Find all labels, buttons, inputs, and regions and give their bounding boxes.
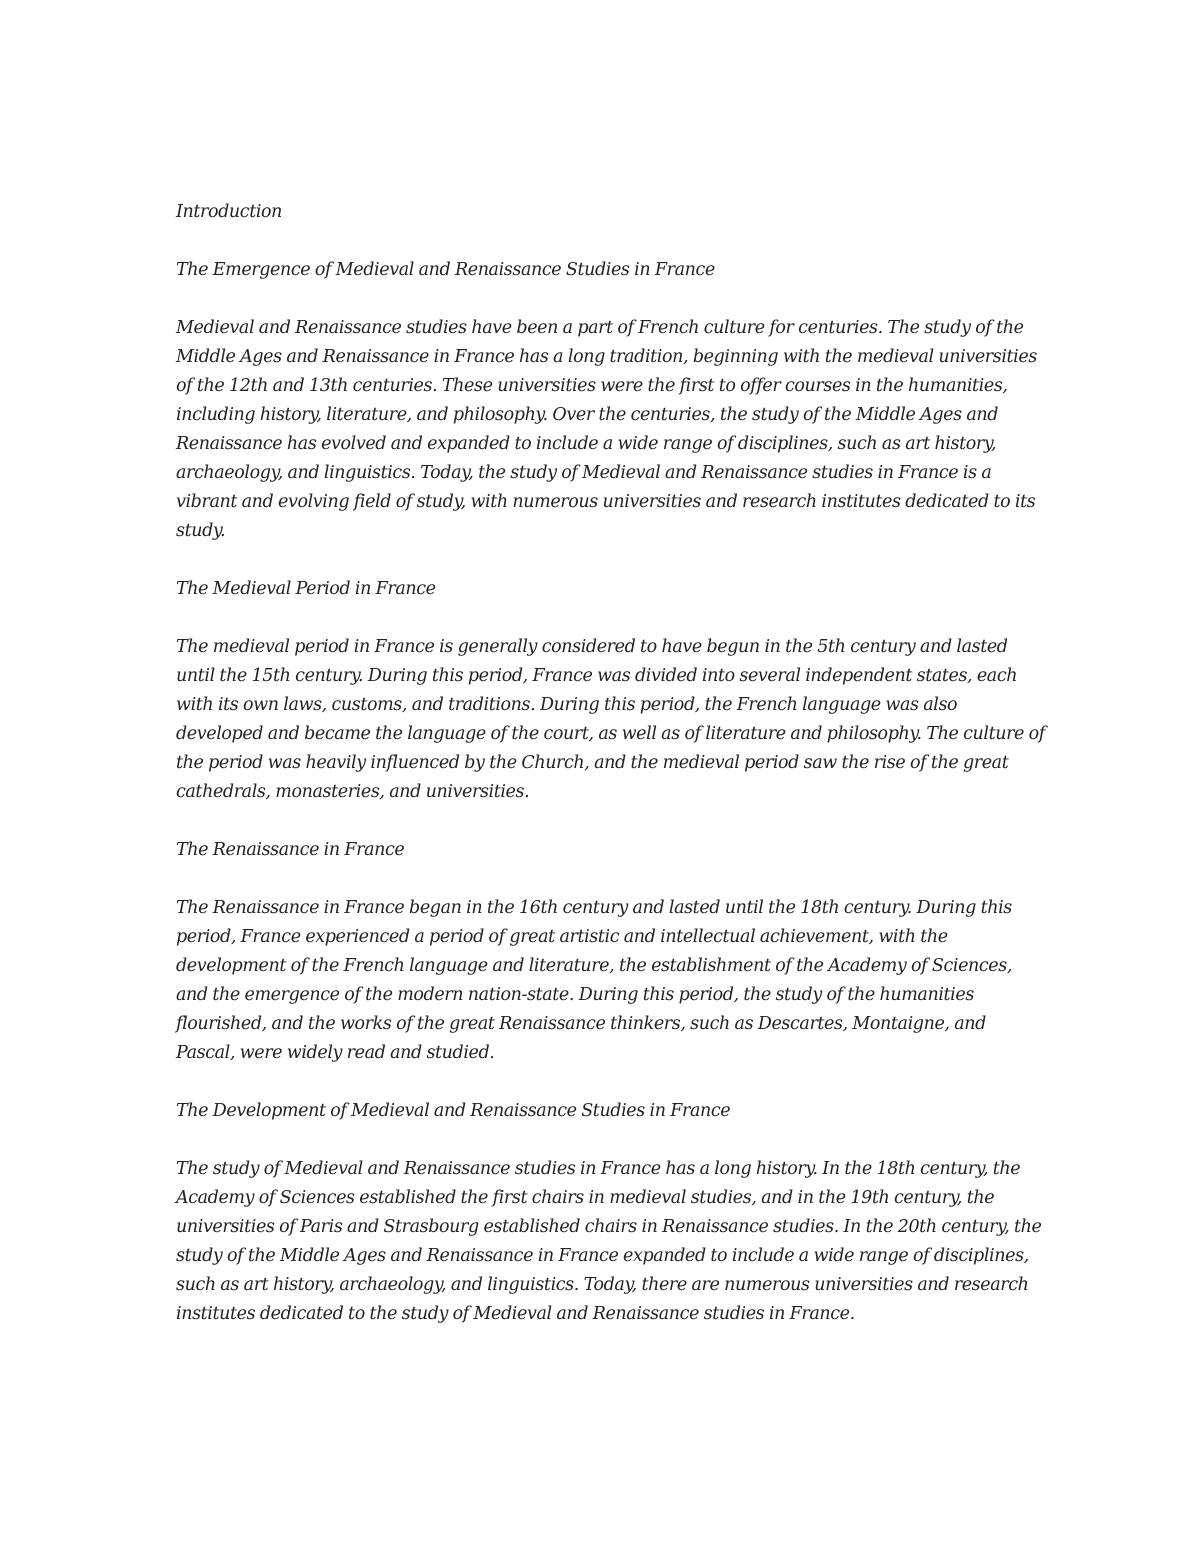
section-heading-medieval-period: The Medieval Period in France (176, 579, 436, 599)
paragraph-emergence: Medieval and Renaissance studies have been a part of French culture for centuries. The study of the Middle Ages and Renaissance in France has a long tradition, beginning with the medieval universities of the 12th and 13th centuries. These universities were the first to offer courses in the humanities, including history, literature, and philosophy. Over the centuries, the study of the Middle Ages and Renaissance has evolved and expanded to include a wide range of disciplines, such as art history, archaeology, and linguistics. Today, the study of Medieval and Renaissance studies in France is a vibrant and evolving field of study, with numerous universities and research institutes dedicated to its study. (176, 318, 1037, 541)
document-body (176, 198, 1046, 1329)
section-heading-development: The Development of Medieval and Renaissance Studies in France (176, 1101, 731, 1121)
paragraph-renaissance: The Renaissance in France began in the 16th century and lasted until the 18th century. During this period, France experienced a period of great artistic and intellectual achievement, with the development of the French language and literature, the establishment of the Academy of Sciences, and the emergence of the modern nation-state. During this period, the study of the humanities flourished, and the works of the great Renaissance thinkers, such as Descartes, Montaigne, and Pascal, were widely read and studied. (176, 898, 1013, 1063)
section-heading-emergence: The Emergence of Medieval and Renaissance Studies in France (176, 260, 715, 280)
section-heading-renaissance: The Renaissance in France (176, 840, 405, 860)
paragraph-medieval-period: The medieval period in France is generally considered to have begun in the 5th century and lasted until the 15th century. During this period, France was divided into several independent states, each with its own laws, customs, and traditions. During this period, the French language was also developed and became the language of the court, as well as of literature and philosophy. The culture of the period was heavily influenced by the Church, and the medieval period saw the rise of the great cathedrals, monasteries, and universities. (176, 637, 1045, 802)
document-heading-introduction: Introduction (176, 202, 283, 222)
paragraph-development: The study of Medieval and Renaissance studies in France has a long history. In the 18th century, the Academy of Sciences established the first chairs in medieval studies, and in the 19th century, the universities of Paris and Strasbourg established chairs in Renaissance studies. In the 20th century, the study of the Middle Ages and Renaissance in France expanded to include a wide range of disciplines, such as art history, archaeology, and linguistics. Today, there are numerous universities and research institutes dedicated to the study of Medieval and Renaissance studies in France. (176, 1159, 1042, 1324)
